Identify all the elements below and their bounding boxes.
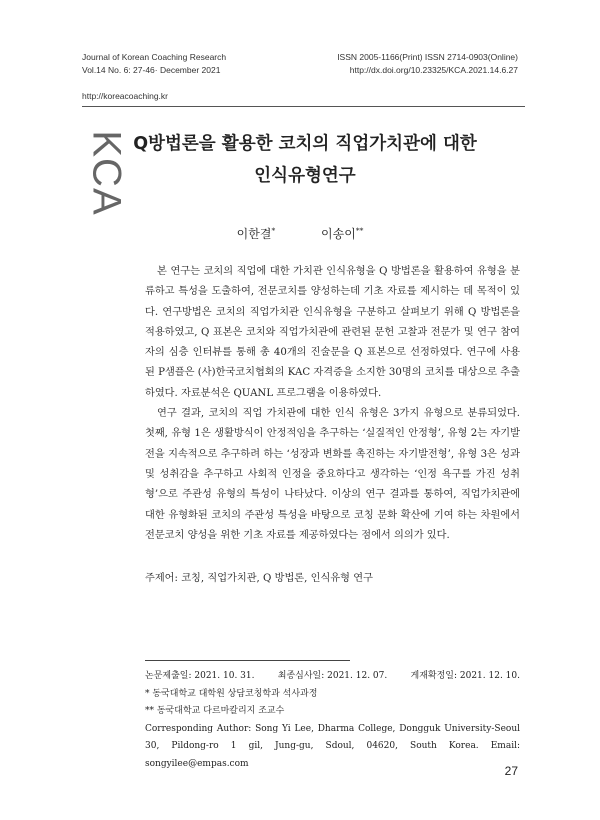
author-2	[321, 227, 363, 241]
abstract-paragraph-1: 본 연구는 코치의 직업에 대한 가치관 인식유형을 Q 방법론을 활용하여 유형을 분류하고 특성을 도출하여, 전문코치를 양성하는데 기초 자료를 제시하는 데 목적이 있다. 연구방법은 코치의 직업가치관 인식유형을 구분하고 살펴보기 위해 Q 방법론을 적용하였고, Q 표본은 코치와 직업가치관에 관련된 문헌 고찰과 전문가 및 연구 참여자의 심층 인터뷰를 통해 총 40개의 진술문을 Q 표본으로 선정하였다. 연구에 사용된 P샘플은 (사)한국코치협회의 KAC 자격증을 소지한 30명의 코치를 대상으로 추출하였다. 자료분석은 QUANL 프로그램을 이용하였다.	[145, 266, 520, 399]
author-1-name: 이한결	[236, 227, 272, 241]
abstract-paragraph-2: 연구 결과, 코치의 직업 가치관에 대한 인식 유형은 3가지 유형으로 분류되었다. 첫째, 유형 1은 생활방식이 안정적임을 추구하는 ‘실질적인 안정형’, 유형 2는 자기발전을 지속적으로 추구하려 하는 ‘성장과 변화를 촉진하는 자기발전형’, 유형 3은 성과 및 성취감을 추구하고 사회적 인정을 중요하다고 생각하는 ‘인정 욕구를 가진 성취형’으로 주관성 유형의 특성이 나타났다. 이상의 연구 결과를 통하여, 직업가치관에 대한 유형화된 코치의 주관성 특성을 바탕으로 코칭 문화 확산에 기여 하는 차원에서 전문코치 양성을 위한 기초 자료를 제공하였다는 점에서 의의가 있다.	[145, 408, 520, 541]
page-number: 27	[504, 764, 518, 778]
author-1	[237, 227, 276, 241]
header-divider	[82, 106, 525, 107]
author-2-mark: **	[355, 226, 364, 235]
footnote-divider	[145, 660, 350, 661]
author-2-name: 이송이	[321, 227, 356, 241]
paper-title	[120, 128, 490, 192]
accepted-date: 게재확정일: 2021. 12. 10.	[410, 671, 520, 681]
footnotes	[145, 668, 520, 773]
journal-header-right	[337, 51, 518, 77]
doi-link[interactable]: http://dx.doi.org/10.23325/KCA.2021.14.6.27	[349, 65, 518, 75]
submission-dates	[145, 668, 520, 686]
author-1-affiliation: * 동국대학교 대학원 상담코칭학과 석사과정	[145, 688, 318, 699]
abstract	[145, 262, 520, 546]
site-url[interactable]: http://koreacoaching.kr	[82, 91, 168, 101]
kca-logo-text: KCA	[84, 130, 129, 216]
received-date: 논문제출일: 2021. 10. 31.	[145, 671, 255, 681]
author-1-mark: *	[271, 226, 276, 235]
reviewed-date: 최종심사일: 2021. 12. 07.	[277, 671, 388, 681]
journal-name: Journal of Korean Coaching Research	[82, 52, 227, 62]
issn: ISSN 2005-1166(Print) ISSN 2714-0903(Online)	[337, 52, 518, 62]
volume-info: Vol.14 No. 6: 27-46· December 2021	[82, 65, 221, 75]
corresponding-author: Corresponding Author: Song Yi Lee, Dharma College, Dongguk University-Seoul 30, Pildong-ro 1 gil, Jung-gu, Sdoul, 04620, South Korea. Email: songyilee@empas.com	[145, 723, 520, 769]
title-line-1: Q방법론을 활용한 코치의 직업가치관에 대한	[133, 134, 477, 154]
keywords: 주제어: 코칭, 직업가치관, Q 방법론, 인식유형 연구	[145, 573, 373, 584]
author-list	[0, 225, 600, 242]
author-2-affiliation: ** 동국대학교 다르마칼리지 조교수	[145, 706, 285, 716]
journal-header-left	[82, 51, 226, 77]
title-line-2: 인식유형연구	[254, 166, 356, 186]
